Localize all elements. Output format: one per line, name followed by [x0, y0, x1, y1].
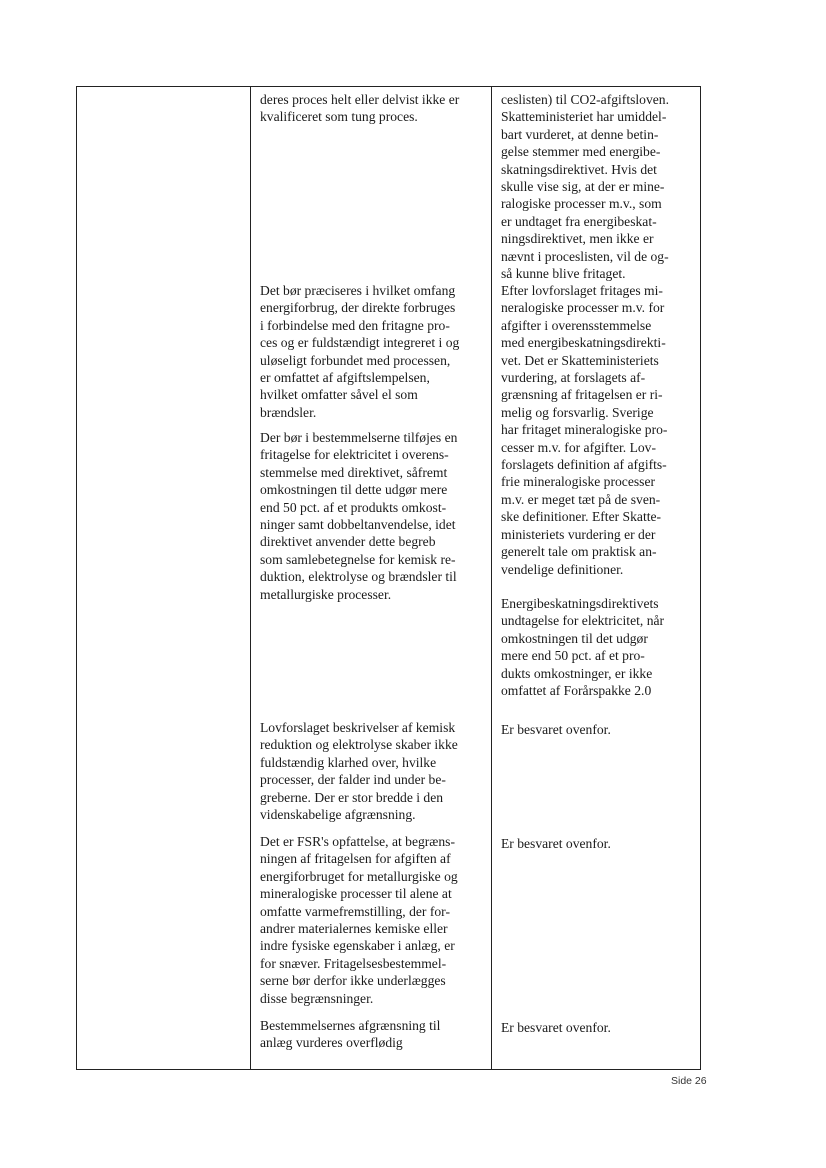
column-divider-right: [491, 87, 492, 1069]
row4-response-text: Er besvaret ovenfor.: [501, 722, 611, 737]
row4-comment: [260, 719, 486, 823]
row2-response: [501, 282, 693, 578]
row2-comment: [260, 282, 486, 421]
row5-response: [501, 835, 693, 852]
consultation-table: [76, 86, 701, 1070]
row1-response: [501, 91, 693, 282]
row6-comment-text: Bestemmelsernes afgrænsning til anlæg vurderes overflødig: [260, 1018, 441, 1051]
row1-response-text: ceslisten) til CO2-afgiftsloven. Skatteministeriet har umiddel- bart vurderet, at denne betin- gelse stemmer med energibe- skatningsdirektivet. Hvis det skulle vise sig, at der er mine- ralogiske processer m.v., som er undtaget fra energibeskat- ningsdirektivet, men ikke er nævnt i proceslisten, vil de og- så kunne blive fritaget.: [501, 92, 669, 282]
row1-comment: [260, 91, 486, 126]
row5-comment-text: Det er FSR's opfattelse, at begræns- ningen af fritagelsen for afgiften af energiforbruget for metallurgiske og mineralogiske processer til alene at omfatte varmefremstilling, der for- andrer materialernes kemiske eller indre fysiske egenskaber i anlæg, er for snæver. Fritagelsesbestemmel- serne bør derfor ikke underlægges disse begrænsninger.: [260, 834, 458, 1006]
row1-comment-text: deres proces helt eller delvist ikke er kvalificeret som tung proces.: [260, 92, 460, 125]
row2-comment-text: Det bør præciseres i hvilket omfang energiforbrug, der direkte forbruges i forbindelse med den fritagne pro- ces og er fuldstændigt integreret i og uløseligt forbundet med processen, er omfattet af afgiftslempelsen, hvilket omfatter såvel el som brændsler.: [260, 283, 460, 420]
row5-comment: [260, 833, 486, 1007]
page-number: Side 26: [671, 1075, 707, 1087]
row3-response: [501, 595, 693, 699]
row3-response-text: Energibeskatningsdirektivets undtagelse for elektricitet, når omkostningen til det udgør mere end 50 pct. af et pro- dukts omkostninger, er ikke omfattet af Forårspakke 2.0: [501, 596, 665, 699]
row5-response-text: Er besvaret ovenfor.: [501, 836, 611, 851]
row6-response: [501, 1019, 693, 1036]
row2-response-text: Efter lovforslaget fritages mi- neralogiske processer m.v. for afgifter i overensstemmelse med energibeskatningsdirekti- vet. Det er Skatteministeriets vurdering, at forslagets af- grænsning af fritagelsen er ri- melig og forsvarlig. Sverige har fritaget mineralogiske pro- cesser m.v. for afgifter. Lov- forslagets definition af afgifts- frie mineralogiske processer m.v. er meget tæt på de sven- ske definitioner. Efter Skatte- ministeriets vurdering er der generelt tale om praktisk an- vendelige definitioner.: [501, 283, 668, 577]
row6-comment: [260, 1017, 486, 1052]
row3-comment-text: Der bør i bestemmelserne tilføjes en fritagelse for elektricitet i overens- stemmelse med direktivet, såfremt omkostningen til dette udgør mere end 50 pct. af et produkts omkost- ninger samt dobbeltanvendelse, idet direktivet anvender dette begreb som samlebetegnelse for kemisk re- duktion, elektrolyse og brændsler til metallurgiske processer.: [260, 430, 458, 602]
row6-response-text: Er besvaret ovenfor.: [501, 1020, 611, 1035]
column-divider-left: [250, 87, 251, 1069]
row4-response: [501, 721, 693, 738]
row3-comment: [260, 429, 486, 603]
row4-comment-text: Lovforslaget beskrivelser af kemisk reduktion og elektrolyse skaber ikke fuldstændig klarhed over, hvilke processer, der falder ind under be- greberne. Der er stor bredde i den videnskabelige afgrænsning.: [260, 720, 458, 823]
